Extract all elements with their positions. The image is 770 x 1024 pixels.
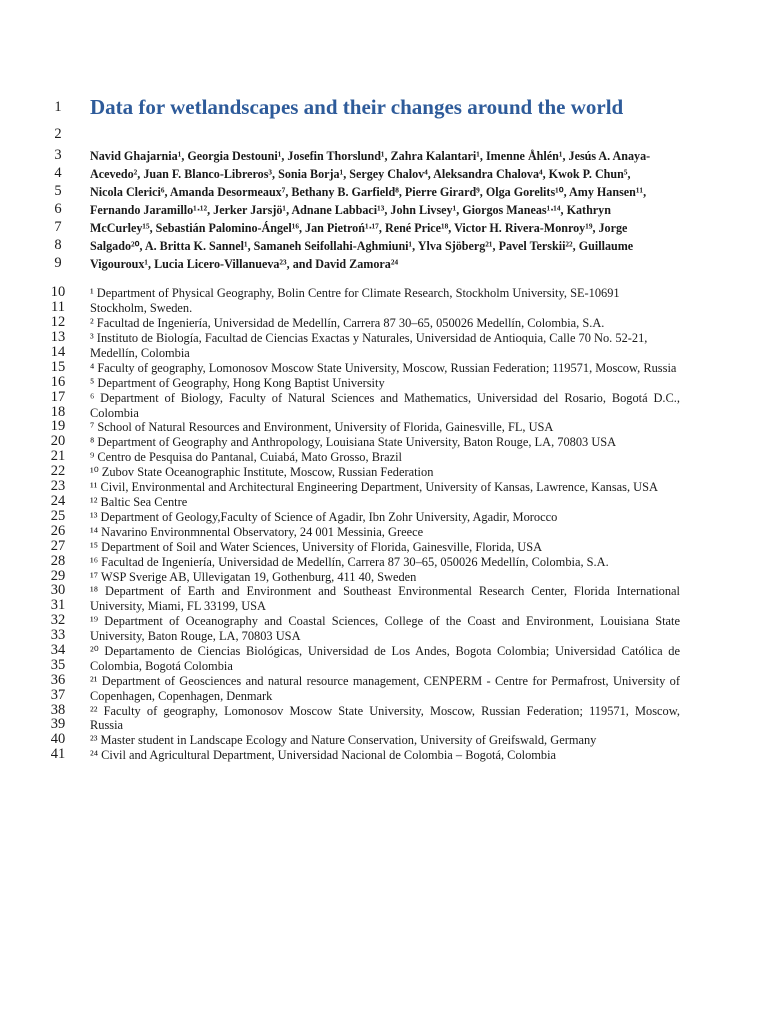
- line-number: 22: [50, 463, 66, 479]
- line-number: 25: [50, 508, 66, 524]
- affiliation-line: ¹⁹ Department of Oceanography and Coastal Sciences, College of the Coast and Environment, Louisiana State: [90, 614, 680, 628]
- affiliation-line: ¹¹ Civil, Environmental and Architectural Engineering Department, University of Kansas, Lawrence, Kansas, USA: [90, 480, 658, 494]
- affiliation-line: Colombia, Bogotá Colombia: [90, 659, 233, 673]
- line-number: 28: [50, 553, 66, 569]
- line-number: 14: [50, 344, 66, 360]
- author-line: Fernando Jaramillo¹ᐧ¹², Jerker Jarsjö¹, Adnane Labbaci¹³, John Livsey¹, Giorgos Maneas¹ᐧ¹⁴, Kathryn: [90, 203, 611, 217]
- line-number: 20: [50, 433, 66, 449]
- line-number: 4: [54, 165, 62, 181]
- affiliation-line: ²¹ Department of Geosciences and natural resource management, CENPERM - Centre for Permafrost, University of: [90, 674, 680, 688]
- line-number: 13: [50, 329, 66, 345]
- affiliation-line: ²⁴ Civil and Agricultural Department, Universidad Nacional de Colombia – Bogotá, Colombia: [90, 748, 557, 762]
- affiliation-line: Medellín, Colombia: [90, 346, 190, 360]
- line-number: 37: [50, 687, 66, 703]
- affiliation-line: ²³ Master student in Landscape Ecology and Nature Conservation, University of Greifswald, Germany: [90, 733, 597, 747]
- affiliation-line: ⁸ Department of Geography and Anthropology, Louisiana State University, Baton Rouge, LA, 70803 USA: [90, 435, 617, 449]
- affiliation-line: University, Miami, FL 33199, USA: [90, 599, 266, 613]
- affiliation-line: ²⁰ Departamento de Ciencias Biológicas, Universidad de Los Andes, Bogota Colombia; Universidad Católica de: [90, 644, 680, 658]
- line-number: 38: [50, 702, 66, 718]
- line-number: 21: [50, 448, 66, 464]
- line-number: 24: [50, 493, 66, 509]
- affiliation-line: ⁴ Faculty of geography, Lomonosov Moscow State University, Moscow, Russian Federation; 119571, Moscow, Russia: [90, 361, 677, 375]
- line-number: 30: [50, 582, 66, 598]
- affiliation-line: ¹ Department of Physical Geography, Bolin Centre for Climate Research, Stockholm University, SE-10691: [90, 286, 620, 300]
- affiliation-line: Stockholm, Sweden.: [90, 301, 193, 315]
- line-number: 23: [50, 478, 66, 494]
- affiliation-line: ⁵ Department of Geography, Hong Kong Baptist University: [90, 376, 385, 390]
- line-number: 39: [50, 716, 66, 732]
- affiliation-line: ¹⁰ Zubov State Oceanographic Institute, Moscow, Russian Federation: [90, 465, 434, 479]
- affiliation-line: ¹⁵ Department of Soil and Water Sciences, University of Florida, Gainesville, Florida, USA: [90, 540, 543, 554]
- line-number: 1: [54, 99, 62, 115]
- paper-title: Data for wetlandscapes and their changes around the world: [90, 95, 624, 119]
- line-number: 31: [50, 597, 66, 613]
- line-number: 41: [50, 746, 66, 762]
- affiliation-line: ¹³ Department of Geology,Faculty of Science of Agadir, Ibn Zohr University, Agadir, Morocco: [90, 510, 558, 524]
- affiliation-line: ² Facultad de Ingeniería, Universidad de Medellín, Carrera 87 30–65, 050026 Medellín, Colombia, S.A.: [90, 316, 605, 330]
- author-line: McCurley¹⁵, Sebastián Palomino-Ángel¹⁶, Jan Pietroń¹ᐧ¹⁷, René Price¹⁸, Victor H. Rivera-Monroy¹⁹, Jorge: [90, 221, 628, 235]
- line-number: 29: [50, 568, 66, 584]
- line-number: 17: [50, 389, 66, 405]
- line-number: 16: [50, 374, 66, 390]
- author-line: Acevedo², Juan F. Blanco-Libreros³, Sonia Borja¹, Sergey Chalov⁴, Aleksandra Chalova⁴, Kwok P. Chun⁵,: [90, 167, 631, 181]
- affiliation-line: Copenhagen, Copenhagen, Denmark: [90, 689, 273, 703]
- affiliation-line: Colombia: [90, 406, 139, 420]
- line-number: 34: [50, 642, 66, 658]
- author-line: Salgado²⁰, A. Britta K. Sannel¹, Samaneh Seifollahi-Aghmiuni¹, Ylva Sjöberg²¹, Pavel Terskii²², Guillaume: [90, 239, 634, 253]
- affiliation-line: ¹⁷ WSP Sverige AB, Ullevigatan 19, Gothenburg, 411 40, Sweden: [90, 570, 417, 584]
- affiliation-line: ⁹ Centro de Pesquisa do Pantanal, Cuiabá, Mato Grosso, Brazil: [90, 450, 402, 464]
- affiliation-line: Russia: [90, 718, 124, 732]
- line-number: 11: [51, 299, 65, 315]
- affiliation-line: ⁶ Department of Biology, Faculty of Natural Sciences and Mathematics, Universidad del Rosario, Bogotá D.C.,: [90, 391, 680, 405]
- line-number: 32: [50, 612, 66, 628]
- line-number: 27: [50, 538, 66, 554]
- line-number: 35: [50, 657, 66, 673]
- line-number: 2: [54, 126, 62, 142]
- line-number: 19: [50, 418, 66, 434]
- affiliation-line: ⁷ School of Natural Resources and Environment, University of Florida, Gainesville, FL, USA: [90, 420, 554, 434]
- line-number: 8: [54, 237, 62, 253]
- line-number: 7: [54, 219, 62, 235]
- line-number: 40: [50, 731, 66, 747]
- line-number: 3: [54, 147, 62, 163]
- line-number: 5: [54, 183, 62, 199]
- line-number: 10: [50, 284, 66, 300]
- author-line: Navid Ghajarnia¹, Georgia Destouni¹, Josefin Thorslund¹, Zahra Kalantari¹, Imenne Åhlén¹, Jesús A. Anaya-: [90, 149, 651, 163]
- line-number: 15: [50, 359, 66, 375]
- affiliation-line: ¹² Baltic Sea Centre: [90, 495, 188, 509]
- line-number: 12: [50, 314, 66, 330]
- line-number: 6: [54, 201, 62, 217]
- affiliation-line: ¹⁶ Facultad de Ingeniería, Universidad de Medellín, Carrera 87 30–65, 050026 Medellín, Colombia, S.A.: [90, 555, 609, 569]
- line-number: 36: [50, 672, 66, 688]
- affiliation-line: ¹⁴ Navarino Environmnental Observatory, 24 001 Messinia, Greece: [90, 525, 424, 539]
- author-line: Vigouroux¹, Lucia Licero-Villanueva²³, and David Zamora²⁴: [90, 257, 399, 271]
- line-number: 9: [54, 255, 62, 271]
- line-number: 18: [50, 404, 66, 420]
- affiliation-line: ²² Faculty of geography, Lomonosov Moscow State University, Moscow, Russian Federation; 119571, Moscow,: [90, 704, 680, 718]
- affiliation-line: ³ Instituto de Biología, Facultad de Ciencias Exactas y Naturales, Universidad de Antioquia, Calle 70 No. 52-21,: [90, 331, 648, 345]
- affiliation-line: University, Baton Rouge, LA, 70803 USA: [90, 629, 301, 643]
- author-line: Nicola Clerici⁶, Amanda Desormeaux⁷, Bethany B. Garfield⁸, Pierre Girard⁹, Olga Gorelits¹⁰, Amy Hansen¹¹,: [90, 185, 647, 199]
- line-number: 33: [50, 627, 66, 643]
- line-number: 26: [50, 523, 66, 539]
- affiliation-line: ¹⁸ Department of Earth and Environment and Southeast Environmental Research Center, Florida International: [90, 584, 680, 598]
